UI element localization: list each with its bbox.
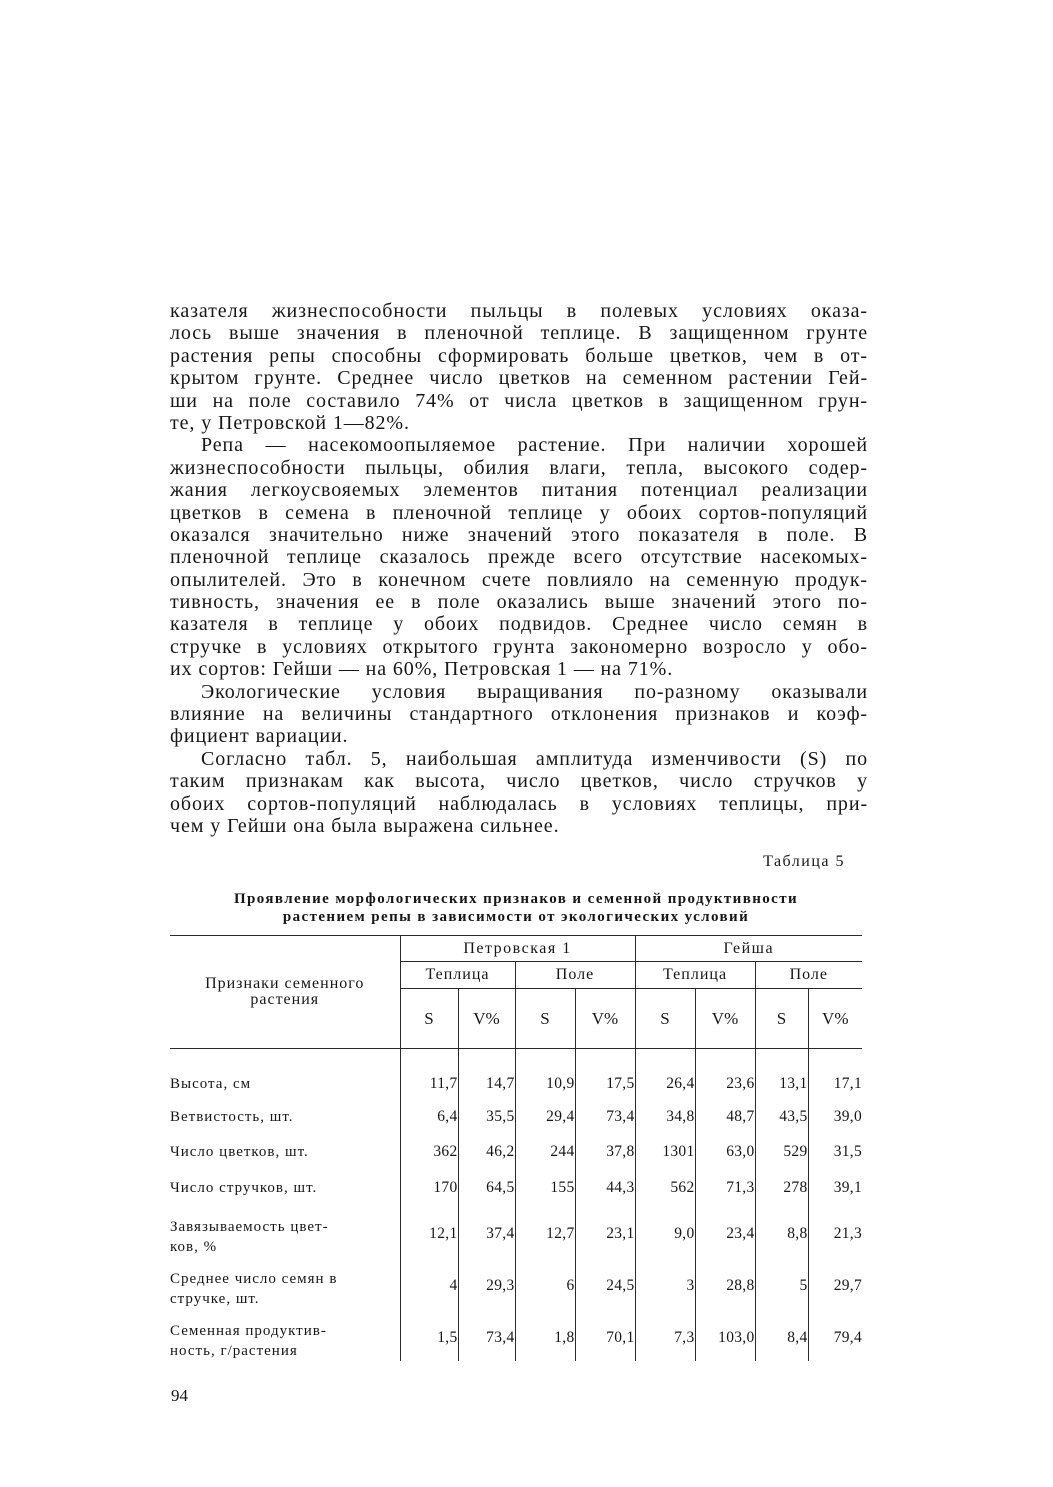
table-label: Таблица 5 [763,853,845,870]
text-line: обоих сортов-популяций наблюдалась в условиях теплицы, при- [170,792,868,815]
table-cell: 155 [515,1162,575,1198]
row-label-line: Среднее число семян в [170,1270,338,1287]
stat-header-v: V% [695,989,755,1049]
table-cell: 103,0 [695,1309,755,1361]
row-label [170,1162,400,1198]
row-label-line: Число стручков, шт. [170,1179,318,1196]
stat-header-s: S [635,989,695,1049]
table-cell: 13,1 [755,1049,808,1094]
text-line: влияние на величины стандартного отклонения признаков и коэф- [170,703,868,726]
stat-header-s: S [515,989,575,1049]
text-line: Согласно табл. 5, наибольшая амплитуда изменчивости (S) по [201,747,868,770]
text-line: таким признакам как высота, число цветков, число стручков у [170,770,868,793]
table-cell: 26,4 [635,1049,695,1094]
table-row [170,1127,862,1162]
table-body [170,1049,862,1361]
text-line: жизнеспособности пыльцы, обилия влаги, тепла, высокого содер- [170,456,868,479]
text-line: оказался значительно ниже значений этого показателя в поле. В [170,523,868,546]
table-cell: 29,4 [515,1094,575,1127]
table-cell: 170 [400,1162,458,1198]
table-cell: 278 [755,1162,808,1198]
row-label [170,1049,400,1094]
table-row [170,1049,862,1094]
table-cell: 1,5 [400,1309,458,1361]
paragraph [170,300,868,434]
page-number: 94 [171,1386,188,1405]
table-cell: 79,4 [808,1309,862,1361]
text-line: чем у Гейши она была выражена сильнее. [170,814,560,837]
header-row [170,936,862,962]
table-cell: 46,2 [458,1127,515,1162]
row-label-line: Высота, см [170,1075,252,1092]
table-cell: 5 [755,1257,808,1309]
row-label [170,1309,400,1361]
table-row [170,1309,862,1361]
text-line: Репа — насекомоопыляемое растение. При наличии хорошей [201,434,868,457]
table-cell: 9,0 [635,1198,695,1257]
condition-header-greenhouse: Теплица [635,962,755,989]
paragraph [170,434,868,680]
table-cell: 23,1 [575,1198,635,1257]
table-row [170,1198,862,1257]
table-title [170,890,862,926]
variety-header-petrovskaya: Петровская 1 [400,936,635,962]
stat-header-s: S [755,989,808,1049]
data-table [170,935,862,1361]
table-cell: 35,5 [458,1094,515,1127]
table-cell: 1,8 [515,1309,575,1361]
stat-header-v: V% [575,989,635,1049]
condition-header-greenhouse: Теплица [400,962,515,989]
row-label [170,1198,400,1257]
table-cell: 73,4 [575,1094,635,1127]
table-cell: 14,7 [458,1049,515,1094]
table-cell: 39,1 [808,1162,862,1198]
table-row [170,1257,862,1309]
variety-header-geisha: Гейша [635,936,862,962]
stat-header-v: V% [458,989,515,1049]
table-cell: 244 [515,1127,575,1162]
text-line: жания легкоусвояемых элементов питания потенциал реализации [170,479,868,502]
row-label-line: стручке, шт. [170,1290,260,1307]
table-cell: 12,7 [515,1198,575,1257]
table-cell: 29,3 [458,1257,515,1309]
text-line: Экологические условия выращивания по-разному оказывали [201,680,868,703]
table-cell: 37,8 [575,1127,635,1162]
feature-header-line: Признаки семенного [205,975,365,992]
table-cell: 7,3 [635,1309,695,1361]
table-header [170,936,862,1049]
text-line: стручке в условиях открытого грунта закономерно возросло у обо- [170,635,868,658]
feature-column-header [170,936,400,1049]
table-cell: 10,9 [515,1049,575,1094]
table-cell: 1301 [635,1127,695,1162]
row-label [170,1094,400,1127]
condition-header-field: Поле [515,962,635,989]
table-cell: 37,4 [458,1198,515,1257]
condition-header-field: Поле [755,962,862,989]
table-cell: 44,3 [575,1162,635,1198]
table-cell: 8,4 [755,1309,808,1361]
stat-header-v: V% [808,989,862,1049]
table-cell: 48,7 [695,1094,755,1127]
text-line: казателя жизнеспособности пыльцы в полевых условиях оказа- [170,300,868,322]
table-cell: 529 [755,1127,808,1162]
text-line: ши на поле составило 74% от числа цветков в защищенном грун- [170,389,868,412]
text-line: те, у Петровской 1—82%. [170,411,410,434]
text-line: опылителей. Это в конечном счете повлияло на семенную продук- [170,568,868,591]
table-cell: 64,5 [458,1162,515,1198]
table-cell: 17,5 [575,1049,635,1094]
table-cell: 23,6 [695,1049,755,1094]
row-label-line: Ветвистость, шт. [170,1108,294,1125]
table-cell: 24,5 [575,1257,635,1309]
row-label-line: Завязываемость цвет- [170,1218,329,1235]
text-line: казателя в теплице у обоих подвидов. Среднее число семян в [170,613,868,636]
table-cell: 562 [635,1162,695,1198]
text-line: фициент вариации. [170,725,349,748]
text-line: тивность, значения ее в поле оказались выше значений этого по- [170,591,868,614]
table-cell: 11,7 [400,1049,458,1094]
row-label-line: Число цветков, шт. [170,1143,309,1160]
row-label [170,1257,400,1309]
table-cell: 28,8 [695,1257,755,1309]
text-line: крытом грунте. Среднее число цветков на семенном растении Гей- [170,367,868,390]
text-line: их сортов: Гейши — на 60%, Петровская 1 — на 71%. [170,658,674,681]
table-cell: 6,4 [400,1094,458,1127]
table-cell: 43,5 [755,1094,808,1127]
text-line: цветков в семена в пленочной теплице у обоих сортов-популяций [170,501,868,524]
table-cell: 12,1 [400,1198,458,1257]
row-label-line: ков, % [170,1238,218,1255]
table-cell: 17,1 [808,1049,862,1094]
table-cell: 34,8 [635,1094,695,1127]
table-cell: 70,1 [575,1309,635,1361]
table-cell: 63,0 [695,1127,755,1162]
table-cell: 29,7 [808,1257,862,1309]
table-cell: 3 [635,1257,695,1309]
paragraph [170,748,868,838]
table-cell: 21,3 [808,1198,862,1257]
table-title-line: растением репы в зависимости от экологических условий [282,909,750,925]
body-text [170,300,868,837]
table-row [170,1094,862,1127]
table-cell: 6 [515,1257,575,1309]
table-row [170,1162,862,1198]
table-title-line: Проявление морфологических признаков и семенной продуктивности [233,891,799,907]
feature-header-line: растения [250,991,320,1008]
table-cell: 23,4 [695,1198,755,1257]
table-cell: 39,0 [808,1094,862,1127]
table-cell: 31,5 [808,1127,862,1162]
table-cell: 362 [400,1127,458,1162]
row-label-line: Семенная продуктив- [170,1322,327,1339]
row-label-line: ность, г/растения [170,1342,298,1359]
paragraph [170,681,868,748]
stat-header-s: S [400,989,458,1049]
table-cell: 4 [400,1257,458,1309]
table-cell: 73,4 [458,1309,515,1361]
table-cell: 71,3 [695,1162,755,1198]
table-cell: 8,8 [755,1198,808,1257]
text-line: растения репы способны сформировать больше цветков, чем в от- [170,344,868,367]
text-line: пленочной теплице сказалось прежде всего отсутствие насекомых- [170,546,868,569]
row-label [170,1127,400,1162]
text-line: лось выше значения в пленочной теплице. В защищенном грунте [170,322,868,345]
